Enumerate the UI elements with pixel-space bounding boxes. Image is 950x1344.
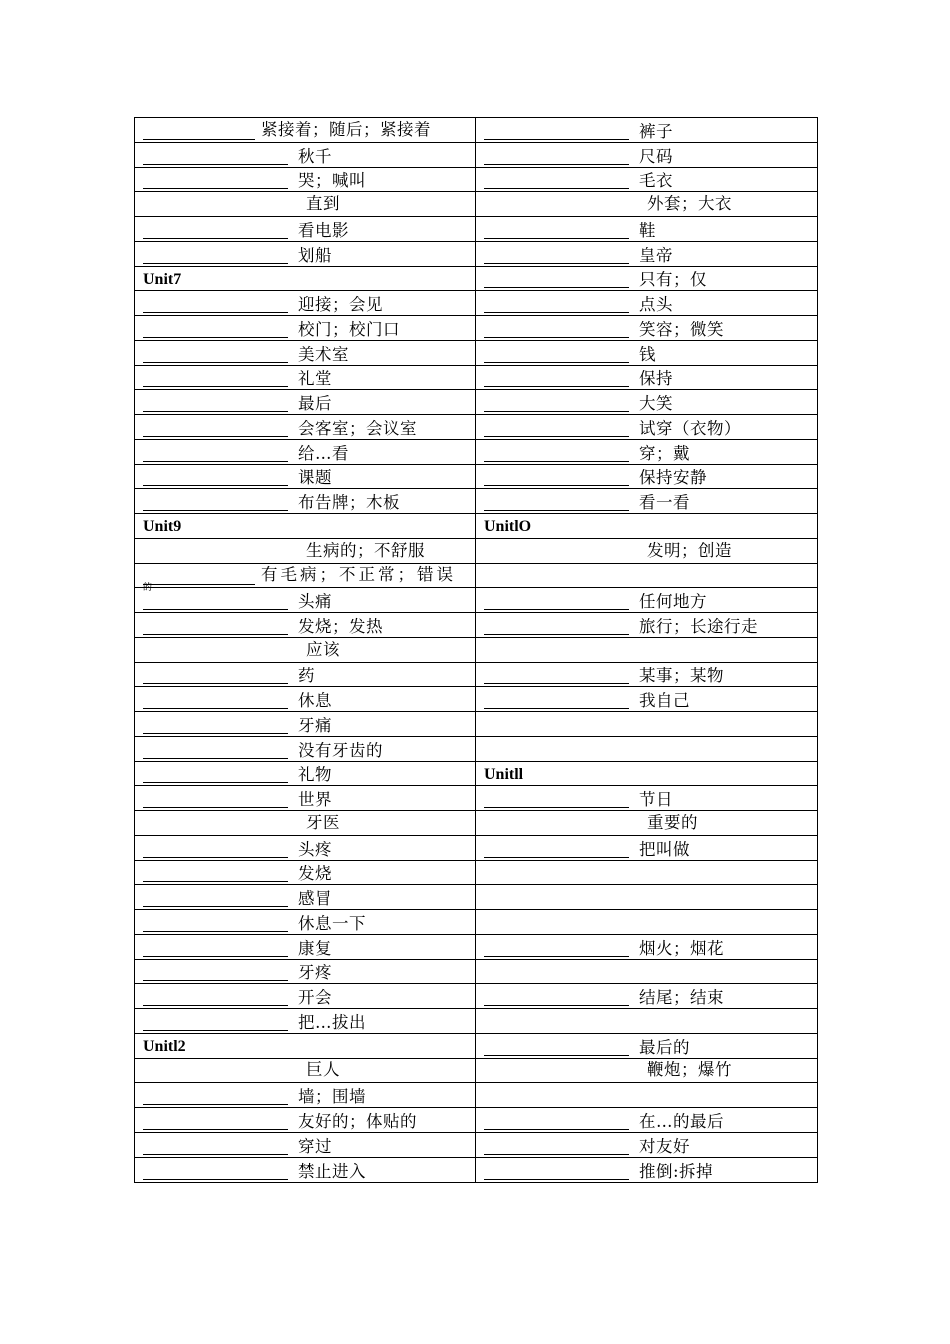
answer-blank xyxy=(143,238,288,239)
definition-text: 划船 xyxy=(298,245,332,265)
answer-blank xyxy=(143,733,288,734)
definition-text: 看电影 xyxy=(298,220,349,240)
definition-text: 感冒 xyxy=(298,889,332,908)
right-cell xyxy=(476,539,817,563)
definition-text: 有毛病；不正常；错误 xyxy=(261,565,456,585)
right-cell xyxy=(476,291,817,315)
table-row xyxy=(135,440,817,465)
left-cell xyxy=(135,687,476,711)
table-row xyxy=(135,737,817,762)
definition-text: 在…的最后 xyxy=(639,1111,724,1131)
unit-heading: UnitlO xyxy=(484,518,532,535)
left-cell xyxy=(135,1108,476,1132)
table-row xyxy=(135,1133,817,1158)
right-cell xyxy=(476,712,817,736)
answer-blank xyxy=(143,164,288,165)
right-cell xyxy=(476,811,817,835)
answer-blank xyxy=(484,1055,629,1056)
table-row xyxy=(135,316,817,341)
definition-text: 紧接着；随后；紧接着 xyxy=(261,119,431,139)
left-cell xyxy=(135,390,476,414)
definition-text: 礼物 xyxy=(298,765,332,785)
right-cell xyxy=(476,836,817,860)
answer-blank xyxy=(143,807,288,808)
definition-text: 休息 xyxy=(298,691,332,710)
left-cell xyxy=(135,291,476,315)
right-cell xyxy=(476,217,817,241)
left-cell xyxy=(135,935,476,959)
definition-text: 校门；校门口 xyxy=(298,319,400,339)
left-cell xyxy=(135,1009,476,1033)
answer-blank xyxy=(143,312,288,313)
answer-blank xyxy=(484,1154,629,1155)
right-cell xyxy=(476,564,817,588)
answer-blank xyxy=(143,436,288,437)
definition-text: 没有牙齿的 xyxy=(298,740,383,760)
right-cell xyxy=(476,663,817,687)
definition-text: 推倒:拆掉 xyxy=(639,1162,714,1182)
right-cell xyxy=(476,687,817,711)
answer-blank xyxy=(143,1030,288,1031)
table-row xyxy=(135,836,817,861)
table-row xyxy=(135,465,817,490)
right-cell xyxy=(476,366,817,390)
definition-text: 钱 xyxy=(639,344,656,364)
right-cell xyxy=(476,489,817,513)
table-row xyxy=(135,539,817,564)
answer-blank xyxy=(484,1179,629,1180)
table-row xyxy=(135,143,817,168)
answer-blank xyxy=(143,683,288,684)
right-cell xyxy=(476,242,817,266)
unit-heading: Unitll xyxy=(484,765,524,783)
definition-text: 发明；创造 xyxy=(647,540,732,560)
definition-text: 重要的 xyxy=(647,812,698,832)
definition-text: 尺码 xyxy=(639,146,673,166)
table-row xyxy=(135,960,817,985)
answer-blank xyxy=(143,931,288,932)
definition-text: 开会 xyxy=(298,988,332,1007)
vocabulary-table xyxy=(134,117,818,1183)
definition-text: 对友好 xyxy=(639,1136,690,1156)
answer-blank xyxy=(484,956,629,957)
answer-blank xyxy=(484,485,629,486)
answer-blank xyxy=(484,287,629,288)
definition-text: 牙痛 xyxy=(298,715,332,735)
definition-text: 穿过 xyxy=(298,1136,332,1156)
definition-text: 旅行；长途行走 xyxy=(639,616,758,636)
answer-blank xyxy=(484,609,629,610)
answer-blank xyxy=(143,188,288,189)
answer-blank xyxy=(143,139,255,140)
left-cell xyxy=(135,539,476,563)
unit-heading: Unit9 xyxy=(143,518,182,535)
answer-blank xyxy=(484,1005,629,1006)
definition-text: 头痛 xyxy=(298,592,332,611)
answer-blank xyxy=(484,312,629,313)
answer-blank xyxy=(143,1104,288,1105)
left-cell xyxy=(135,316,476,340)
definition-text: 穿；戴 xyxy=(639,443,690,463)
definition-text: 保持 xyxy=(639,369,673,389)
definition-text: 保持安静 xyxy=(639,468,707,488)
table-row xyxy=(135,638,817,663)
answer-blank xyxy=(484,683,629,684)
answer-blank xyxy=(484,461,629,462)
table-row xyxy=(135,1108,817,1133)
answer-blank xyxy=(484,386,629,387)
answer-blank xyxy=(143,411,288,412)
definition-text: 发烧；发热 xyxy=(298,616,383,636)
left-cell xyxy=(135,737,476,761)
definition-text: 康复 xyxy=(298,938,332,958)
definition-overflow-text: 的 xyxy=(143,582,153,593)
table-row xyxy=(135,762,817,787)
right-cell xyxy=(476,910,817,934)
answer-blank xyxy=(484,857,629,858)
definition-text: 世界 xyxy=(298,790,332,809)
definition-text: 鞋 xyxy=(639,220,656,240)
answer-blank xyxy=(484,139,629,140)
left-cell xyxy=(135,910,476,934)
definition-text: 只有；仅 xyxy=(639,270,707,290)
table-row xyxy=(135,489,817,514)
definition-text: 迎接；会见 xyxy=(298,295,383,314)
definition-text: 直到 xyxy=(306,194,340,213)
right-cell xyxy=(476,390,817,414)
right-cell xyxy=(476,341,817,365)
left-cell xyxy=(135,192,476,216)
right-cell xyxy=(476,192,817,216)
definition-text: 结尾；结束 xyxy=(639,988,724,1007)
definition-text: 看一看 xyxy=(639,493,690,512)
answer-blank xyxy=(143,857,288,858)
left-cell xyxy=(135,143,476,167)
definition-text: 课题 xyxy=(298,468,332,488)
answer-blank xyxy=(484,164,629,165)
definition-text: 墙；围墙 xyxy=(298,1087,366,1106)
right-cell xyxy=(476,984,817,1008)
right-cell xyxy=(476,588,817,612)
answer-blank xyxy=(484,510,629,511)
left-cell xyxy=(135,861,476,885)
definition-text: 试穿（衣物） xyxy=(639,418,741,438)
definition-text: 笑容；微笑 xyxy=(639,319,724,339)
right-cell xyxy=(476,415,817,439)
definition-text: 禁止进入 xyxy=(298,1162,366,1182)
table-row xyxy=(135,341,817,366)
answer-blank xyxy=(484,362,629,363)
definition-text: 点头 xyxy=(639,295,673,314)
unit-heading: Unit7 xyxy=(143,270,182,288)
right-cell xyxy=(476,440,817,464)
table-row xyxy=(135,192,817,217)
table-row xyxy=(135,1158,817,1183)
table-row xyxy=(135,1059,817,1084)
definition-text: 哭；喊叫 xyxy=(298,171,366,191)
right-cell xyxy=(476,885,817,909)
definition-text: 头疼 xyxy=(298,839,332,859)
table-row xyxy=(135,217,817,242)
answer-blank xyxy=(143,609,288,610)
left-cell xyxy=(135,1158,476,1183)
left-cell xyxy=(135,638,476,662)
answer-blank xyxy=(143,1179,288,1180)
left-cell xyxy=(135,762,476,786)
answer-blank xyxy=(143,461,288,462)
table-row xyxy=(135,935,817,960)
table-row xyxy=(135,1009,817,1034)
left-cell xyxy=(135,366,476,390)
left-cell xyxy=(135,984,476,1008)
table-row xyxy=(135,168,817,193)
left-cell xyxy=(135,588,476,612)
table-row xyxy=(135,712,817,737)
definition-text: 布告牌；木板 xyxy=(298,493,400,512)
answer-blank xyxy=(143,510,288,511)
right-cell xyxy=(476,638,817,662)
answer-blank xyxy=(143,708,288,709)
definition-text: 牙医 xyxy=(306,812,340,832)
right-cell xyxy=(476,762,817,786)
left-cell xyxy=(135,341,476,365)
definition-text: 生病的；不舒服 xyxy=(306,540,425,560)
left-cell xyxy=(135,217,476,241)
definition-text: 把叫做 xyxy=(639,839,690,859)
answer-blank xyxy=(484,337,629,338)
right-cell xyxy=(476,1083,817,1107)
answer-blank xyxy=(484,1129,629,1130)
right-cell xyxy=(476,118,817,142)
definition-text: 友好的；体贴的 xyxy=(298,1111,417,1131)
answer-blank xyxy=(143,758,288,759)
table-row xyxy=(135,366,817,391)
left-cell xyxy=(135,1083,476,1107)
definition-text: 鞭炮；爆竹 xyxy=(647,1060,732,1080)
definition-text: 把…拔出 xyxy=(298,1012,366,1032)
table-row xyxy=(135,390,817,415)
table-row xyxy=(135,613,817,638)
left-cell xyxy=(135,415,476,439)
table-row xyxy=(135,910,817,935)
left-cell xyxy=(135,440,476,464)
left-cell xyxy=(135,1034,476,1058)
answer-blank xyxy=(484,411,629,412)
table-row xyxy=(135,1083,817,1108)
answer-blank xyxy=(143,1154,288,1155)
left-cell xyxy=(135,960,476,984)
definition-text: 秋千 xyxy=(298,146,332,166)
table-row xyxy=(135,811,817,836)
answer-blank xyxy=(143,782,288,783)
answer-blank xyxy=(143,386,288,387)
left-cell xyxy=(135,465,476,489)
left-cell xyxy=(135,663,476,687)
definition-text: 最后的 xyxy=(639,1037,690,1057)
definition-text: 节日 xyxy=(639,790,673,809)
answer-blank xyxy=(484,807,629,808)
right-cell xyxy=(476,1108,817,1132)
definition-text: 裤子 xyxy=(639,121,673,141)
definition-text: 礼堂 xyxy=(298,369,332,389)
definition-text: 大笑 xyxy=(639,394,673,413)
answer-blank xyxy=(143,956,288,957)
right-cell xyxy=(476,267,817,291)
table-row xyxy=(135,861,817,886)
left-cell xyxy=(135,836,476,860)
right-cell xyxy=(476,465,817,489)
table-row xyxy=(135,118,817,143)
answer-blank xyxy=(484,238,629,239)
left-cell xyxy=(135,786,476,810)
table-row xyxy=(135,291,817,316)
table-row xyxy=(135,885,817,910)
definition-text: 休息一下 xyxy=(298,913,366,933)
definition-text: 某事；某物 xyxy=(639,666,724,686)
left-cell xyxy=(135,1059,476,1083)
answer-blank xyxy=(484,188,629,189)
definition-text: 皇帝 xyxy=(639,245,673,265)
table-row xyxy=(135,687,817,712)
definition-text: 会客室；会议室 xyxy=(298,418,417,438)
left-cell xyxy=(135,242,476,266)
left-cell xyxy=(135,118,476,142)
answer-blank xyxy=(143,584,255,585)
right-cell xyxy=(476,1059,817,1083)
table-row xyxy=(135,242,817,267)
answer-blank xyxy=(143,980,288,981)
definition-text: 任何地方 xyxy=(639,592,707,611)
right-cell xyxy=(476,1034,817,1058)
answer-blank xyxy=(143,881,288,882)
answer-blank xyxy=(143,634,288,635)
right-cell xyxy=(476,935,817,959)
table-row xyxy=(135,267,817,292)
answer-blank xyxy=(143,485,288,486)
definition-text: 我自己 xyxy=(639,691,690,710)
table-row xyxy=(135,1034,817,1059)
definition-text: 巨人 xyxy=(306,1060,340,1080)
right-cell xyxy=(476,786,817,810)
definition-text: 外套；大衣 xyxy=(647,194,732,213)
left-cell xyxy=(135,811,476,835)
right-cell xyxy=(476,514,817,538)
definition-text: 最后 xyxy=(298,394,332,413)
definition-text: 发烧 xyxy=(298,864,332,884)
definition-text: 药 xyxy=(298,666,315,686)
definition-text: 美术室 xyxy=(298,344,349,364)
table-row xyxy=(135,415,817,440)
definition-text: 毛衣 xyxy=(639,171,673,191)
left-cell xyxy=(135,564,476,593)
right-cell xyxy=(476,613,817,637)
right-cell xyxy=(476,861,817,885)
unit-heading: Unitl2 xyxy=(143,1037,186,1055)
right-cell xyxy=(476,737,817,761)
answer-blank xyxy=(143,906,288,907)
left-cell xyxy=(135,168,476,192)
right-cell xyxy=(476,1133,817,1157)
left-cell xyxy=(135,489,476,513)
left-cell xyxy=(135,267,476,291)
left-cell xyxy=(135,712,476,736)
definition-text: 给…看 xyxy=(298,443,349,463)
answer-blank xyxy=(143,1129,288,1130)
answer-blank xyxy=(484,263,629,264)
answer-blank xyxy=(484,634,629,635)
table-row xyxy=(135,663,817,688)
table-row xyxy=(135,514,817,539)
left-cell xyxy=(135,885,476,909)
table-row xyxy=(135,588,817,613)
answer-blank xyxy=(143,263,288,264)
answer-blank xyxy=(143,362,288,363)
left-cell xyxy=(135,613,476,637)
answer-blank xyxy=(143,1005,288,1006)
right-cell xyxy=(476,960,817,984)
answer-blank xyxy=(143,337,288,338)
definition-text: 烟火；烟花 xyxy=(639,938,724,958)
left-cell xyxy=(135,514,476,538)
answer-blank xyxy=(484,708,629,709)
right-cell xyxy=(476,168,817,192)
definition-text: 应该 xyxy=(306,639,340,659)
answer-blank xyxy=(484,436,629,437)
right-cell xyxy=(476,1009,817,1033)
right-cell xyxy=(476,143,817,167)
table-row xyxy=(135,564,817,593)
right-cell xyxy=(476,1158,817,1183)
left-cell xyxy=(135,1133,476,1157)
table-row xyxy=(135,984,817,1009)
table-row xyxy=(135,786,817,811)
definition-text: 牙疼 xyxy=(298,963,332,983)
right-cell xyxy=(476,316,817,340)
